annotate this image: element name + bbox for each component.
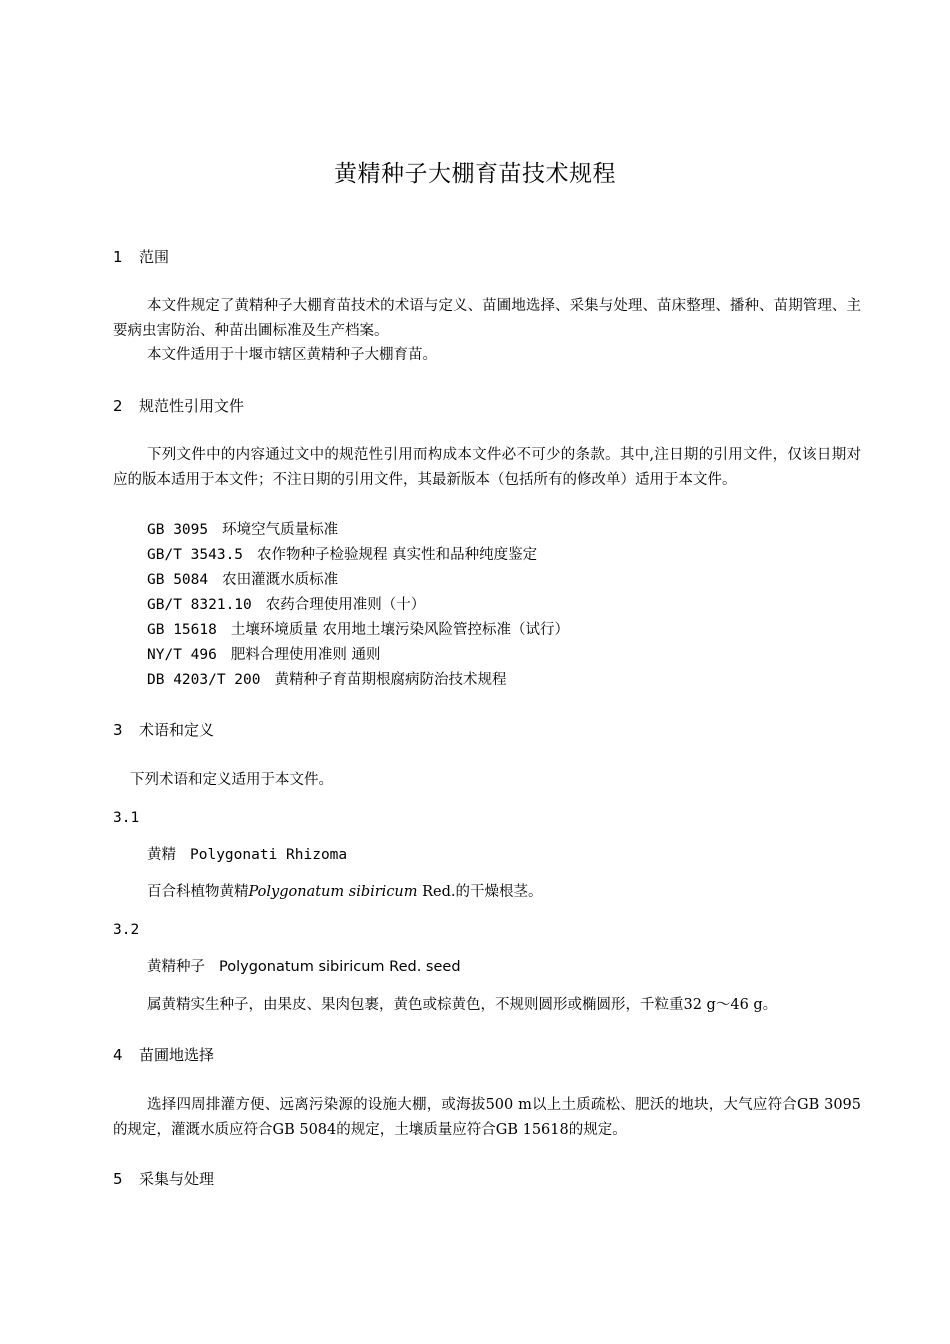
reference-name: 土壤环境质量 农用地土壤污染风险管控标准（试行） [230, 622, 569, 638]
reference-name: 黄精种子育苗期根腐病防治技术规程 [274, 672, 507, 688]
reference-name: 环境空气质量标准 [222, 522, 339, 538]
section-number: 4 [113, 1046, 123, 1064]
reference-code: GB/T 8321.10 [147, 597, 252, 613]
reference-name: 农作物种子检验规程 真实性和品种纯度鉴定 [257, 547, 538, 563]
term-english: Polygonatum sibiricum Red. seed [219, 959, 461, 975]
reference-code: GB 3095 [147, 522, 209, 538]
reference-item [147, 645, 380, 665]
section-title: 范围 [139, 248, 170, 266]
reference-name: 肥料合理使用准则 通则 [230, 647, 381, 663]
term-heading [147, 957, 461, 977]
section-heading-4 [113, 1045, 214, 1065]
section-title: 规范性引用文件 [139, 397, 245, 415]
section-title: 采集与处理 [139, 1170, 215, 1188]
term-chinese: 黄精 [147, 847, 176, 863]
reference-name: 农田灌溉水质标准 [222, 572, 339, 588]
reference-item [147, 520, 338, 540]
term-definition [147, 882, 543, 902]
nursery-selection-paragraph: 选择四周排灌方便、远离污染源的设施大棚，或海拔500 m以上土质疏松、肥沃的地块，大气应符合GB 3095的规定，灌溉水质应符合GB 5084的规定，土壤质量应符合GB 15618的规定。 [113, 1097, 861, 1138]
section-heading-3 [113, 720, 214, 740]
section-title: 苗圃地选择 [139, 1046, 215, 1064]
reference-item [147, 570, 338, 590]
definition-text: Red.的干燥根茎。 [417, 884, 543, 900]
definition-text: 百合科植物黄精 [147, 884, 249, 900]
reference-item [147, 670, 507, 690]
section-heading-1 [113, 247, 169, 267]
term-definition: 属黄精实生种子，由果皮、果肉包裹，黄色或棕黄色，不规则圆形或椭圆形，千粒重32 g～46 g。 [147, 997, 778, 1013]
reference-code: DB 4203/T 200 [147, 672, 261, 688]
scope-paragraph-1: 本文件规定了黄精种子大棚育苗技术的术语与定义、苗圃地选择、采集与处理、苗床整理、播种、苗期管理、主要病虫害防治、种苗出圃标准及生产档案。 [113, 298, 861, 339]
document-title: 黄精种子大棚育苗技术规程 [334, 161, 616, 187]
terms-intro: 下列术语和定义适用于本文件。 [130, 772, 333, 788]
scope-paragraph-2: 本文件适用于十堰市辖区黄精种子大棚育苗。 [147, 347, 437, 363]
section-heading-5 [113, 1169, 214, 1189]
section-number: 3 [113, 721, 123, 739]
term-english: Polygonati Rhizoma [190, 847, 348, 863]
term-number: 3.1 [113, 810, 140, 826]
normative-references-paragraph: 下列文件中的内容通过文中的规范性引用而构成本文件必不可少的条款。其中,注日期的引用文件，仅该日期对应的版本适用于本文件；不注日期的引用文件，其最新版本（包括所有的修改单）适用于本文件。 [113, 447, 861, 488]
reference-code: NY/T 496 [147, 647, 217, 663]
section-number: 2 [113, 397, 123, 415]
reference-code: GB/T 3543.5 [147, 547, 244, 563]
reference-name: 农药合理使用准则（十） [265, 597, 426, 613]
term-chinese: 黄精种子 [147, 959, 205, 975]
section-title: 术语和定义 [139, 721, 215, 739]
reference-item [147, 595, 425, 615]
section-number: 5 [113, 1170, 123, 1188]
term-number: 3.2 [113, 922, 140, 938]
latin-name: Polygonatum sibiricum [248, 884, 418, 900]
reference-item [147, 545, 537, 565]
section-number: 1 [113, 248, 123, 266]
section-heading-2 [113, 396, 244, 416]
term-heading [147, 845, 347, 865]
reference-code: GB 15618 [147, 622, 217, 638]
reference-code: GB 5084 [147, 572, 209, 588]
reference-item [147, 620, 569, 640]
